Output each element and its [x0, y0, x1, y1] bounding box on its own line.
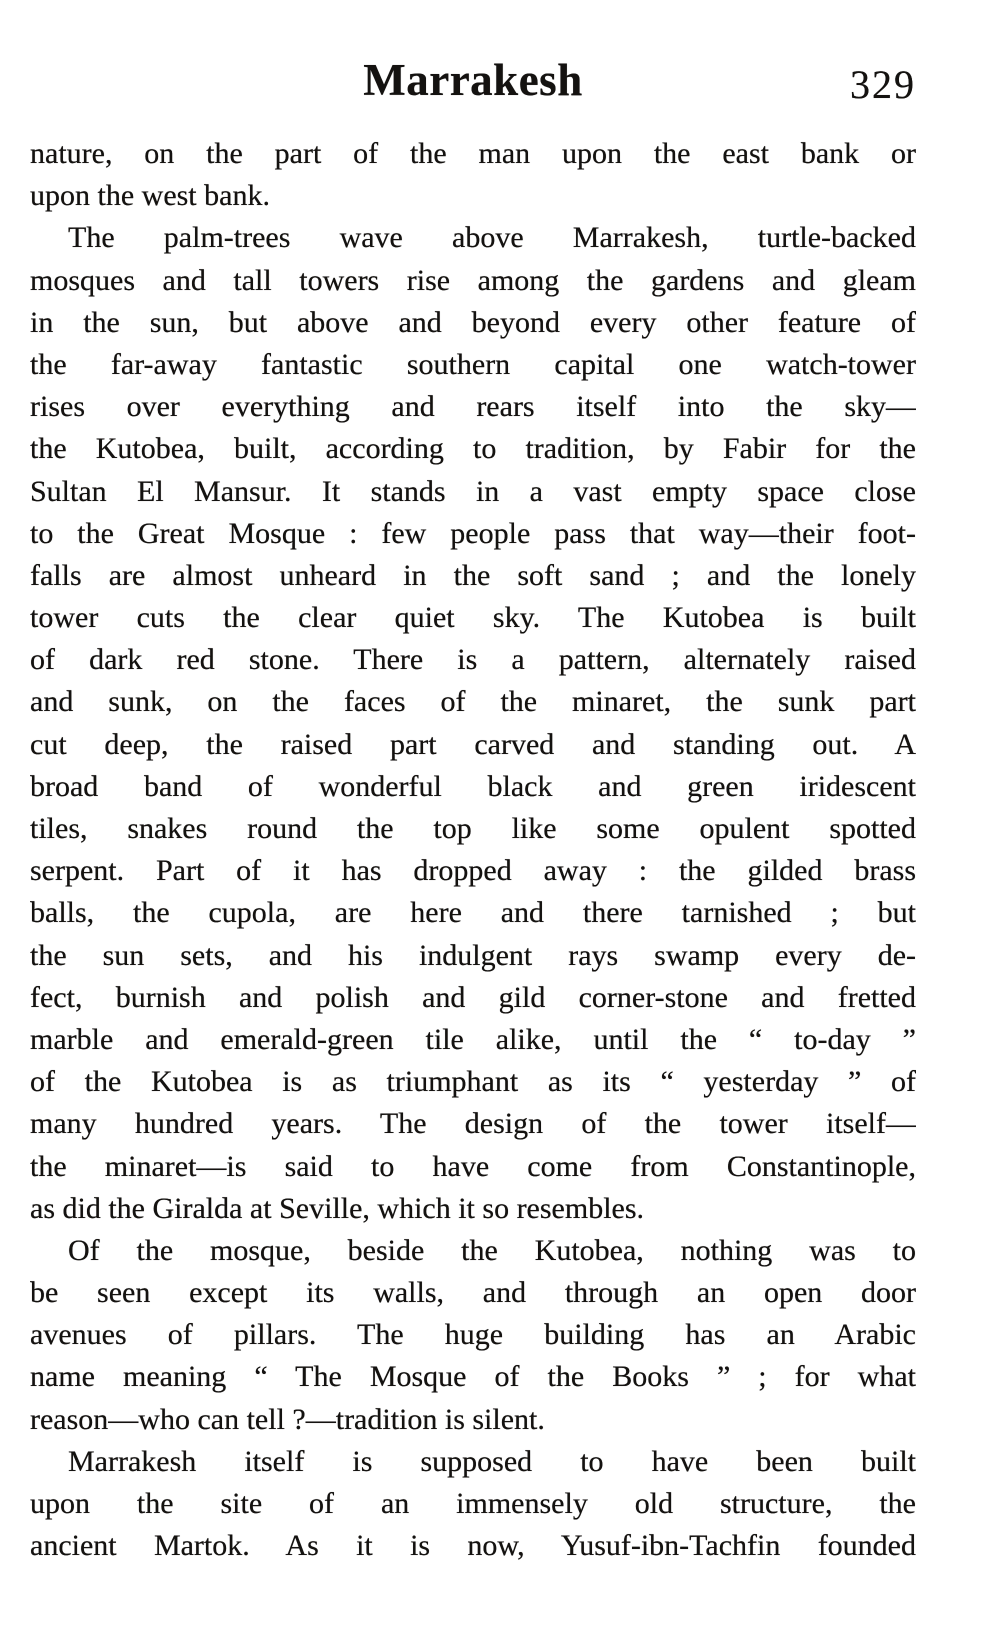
- text-line: fect, burnish and polish and gild corner-stone and fretted: [30, 980, 916, 1014]
- text-line: falls are almost unheard in the soft sand ; and the lonely: [30, 558, 916, 592]
- text-line: the far-away fantastic southern capital one watch-tower: [30, 347, 916, 381]
- text-line: avenues of pillars. The huge building has an Arabic: [30, 1318, 916, 1352]
- text-line: tiles, snakes round the top like some opulent spotted: [30, 812, 916, 845]
- page-header: [30, 0, 916, 120]
- text-line: tower cuts the clear quiet sky. The Kutobea is built: [30, 601, 916, 635]
- text-line: in the sun, but above and beyond every other feature of: [30, 305, 916, 339]
- text-line: mosques and tall towers rise among the gardens and gleam: [30, 263, 916, 297]
- text-line: broad band of wonderful black and green iridescent: [30, 769, 916, 803]
- text-line: many hundred years. The design of the tower itself—: [30, 1107, 916, 1141]
- paragraph: [30, 1441, 916, 1568]
- paragraph: [30, 217, 916, 1230]
- text-line: the minaret—is said to have come from Constantinople,: [30, 1149, 916, 1183]
- text-line: serpent. Part of it has dropped away : the gilded brass: [30, 854, 916, 888]
- page-number: 329: [850, 62, 916, 107]
- running-title: Marrakesh: [363, 55, 583, 105]
- text-line: rises over everything and rears itself into the sky—: [30, 390, 916, 424]
- text-line: cut deep, the raised part carved and standing out. A: [30, 727, 916, 761]
- paragraph: [30, 1230, 916, 1441]
- text-line: name meaning “ The Mosque of the Books ” ; for what: [30, 1360, 916, 1394]
- text-line: of dark red stone. There is a pattern, alternately raised: [30, 643, 916, 677]
- text-line: and sunk, on the faces of the minaret, the sunk part: [30, 685, 916, 719]
- text-line: upon the west bank.: [30, 179, 270, 213]
- text-line: Sultan El Mansur. It stands in a vast empty space close: [30, 474, 916, 508]
- text-line: nature, on the part of the man upon the east bank or: [30, 137, 916, 170]
- text-line: marble and emerald-green tile alike, until the “ to-day ”: [30, 1022, 916, 1056]
- text-line: of the Kutobea is as triumphant as its “ yesterday ” of: [30, 1065, 916, 1099]
- paragraph: [30, 133, 916, 217]
- text-line: reason—who can tell ?—tradition is silent.: [30, 1402, 545, 1436]
- text-line: the Kutobea, built, according to tradition, by Fabir for the: [30, 432, 916, 466]
- text-line: the sun sets, and his indulgent rays swamp every de-: [30, 938, 916, 972]
- text-line: be seen except its walls, and through an open door: [30, 1276, 916, 1310]
- body-text: [30, 133, 916, 1567]
- text-line: upon the site of an immensely old structure, the: [30, 1487, 916, 1520]
- text-line: to the Great Mosque : few people pass that way—their foot-: [30, 516, 916, 550]
- text-line: balls, the cupola, are here and there tarnished ; but: [30, 896, 916, 930]
- text-line: Marrakesh itself is supposed to have been built: [68, 1444, 916, 1478]
- text-line: Of the mosque, beside the Kutobea, nothing was to: [68, 1233, 916, 1267]
- text-line: The palm-trees wave above Marrakesh, turtle-backed: [68, 221, 916, 255]
- text-line: ancient Martok. As it is now, Yusuf-ibn-Tachfin founded: [30, 1529, 916, 1563]
- text-line: as did the Giralda at Seville, which it so resembles.: [30, 1191, 645, 1225]
